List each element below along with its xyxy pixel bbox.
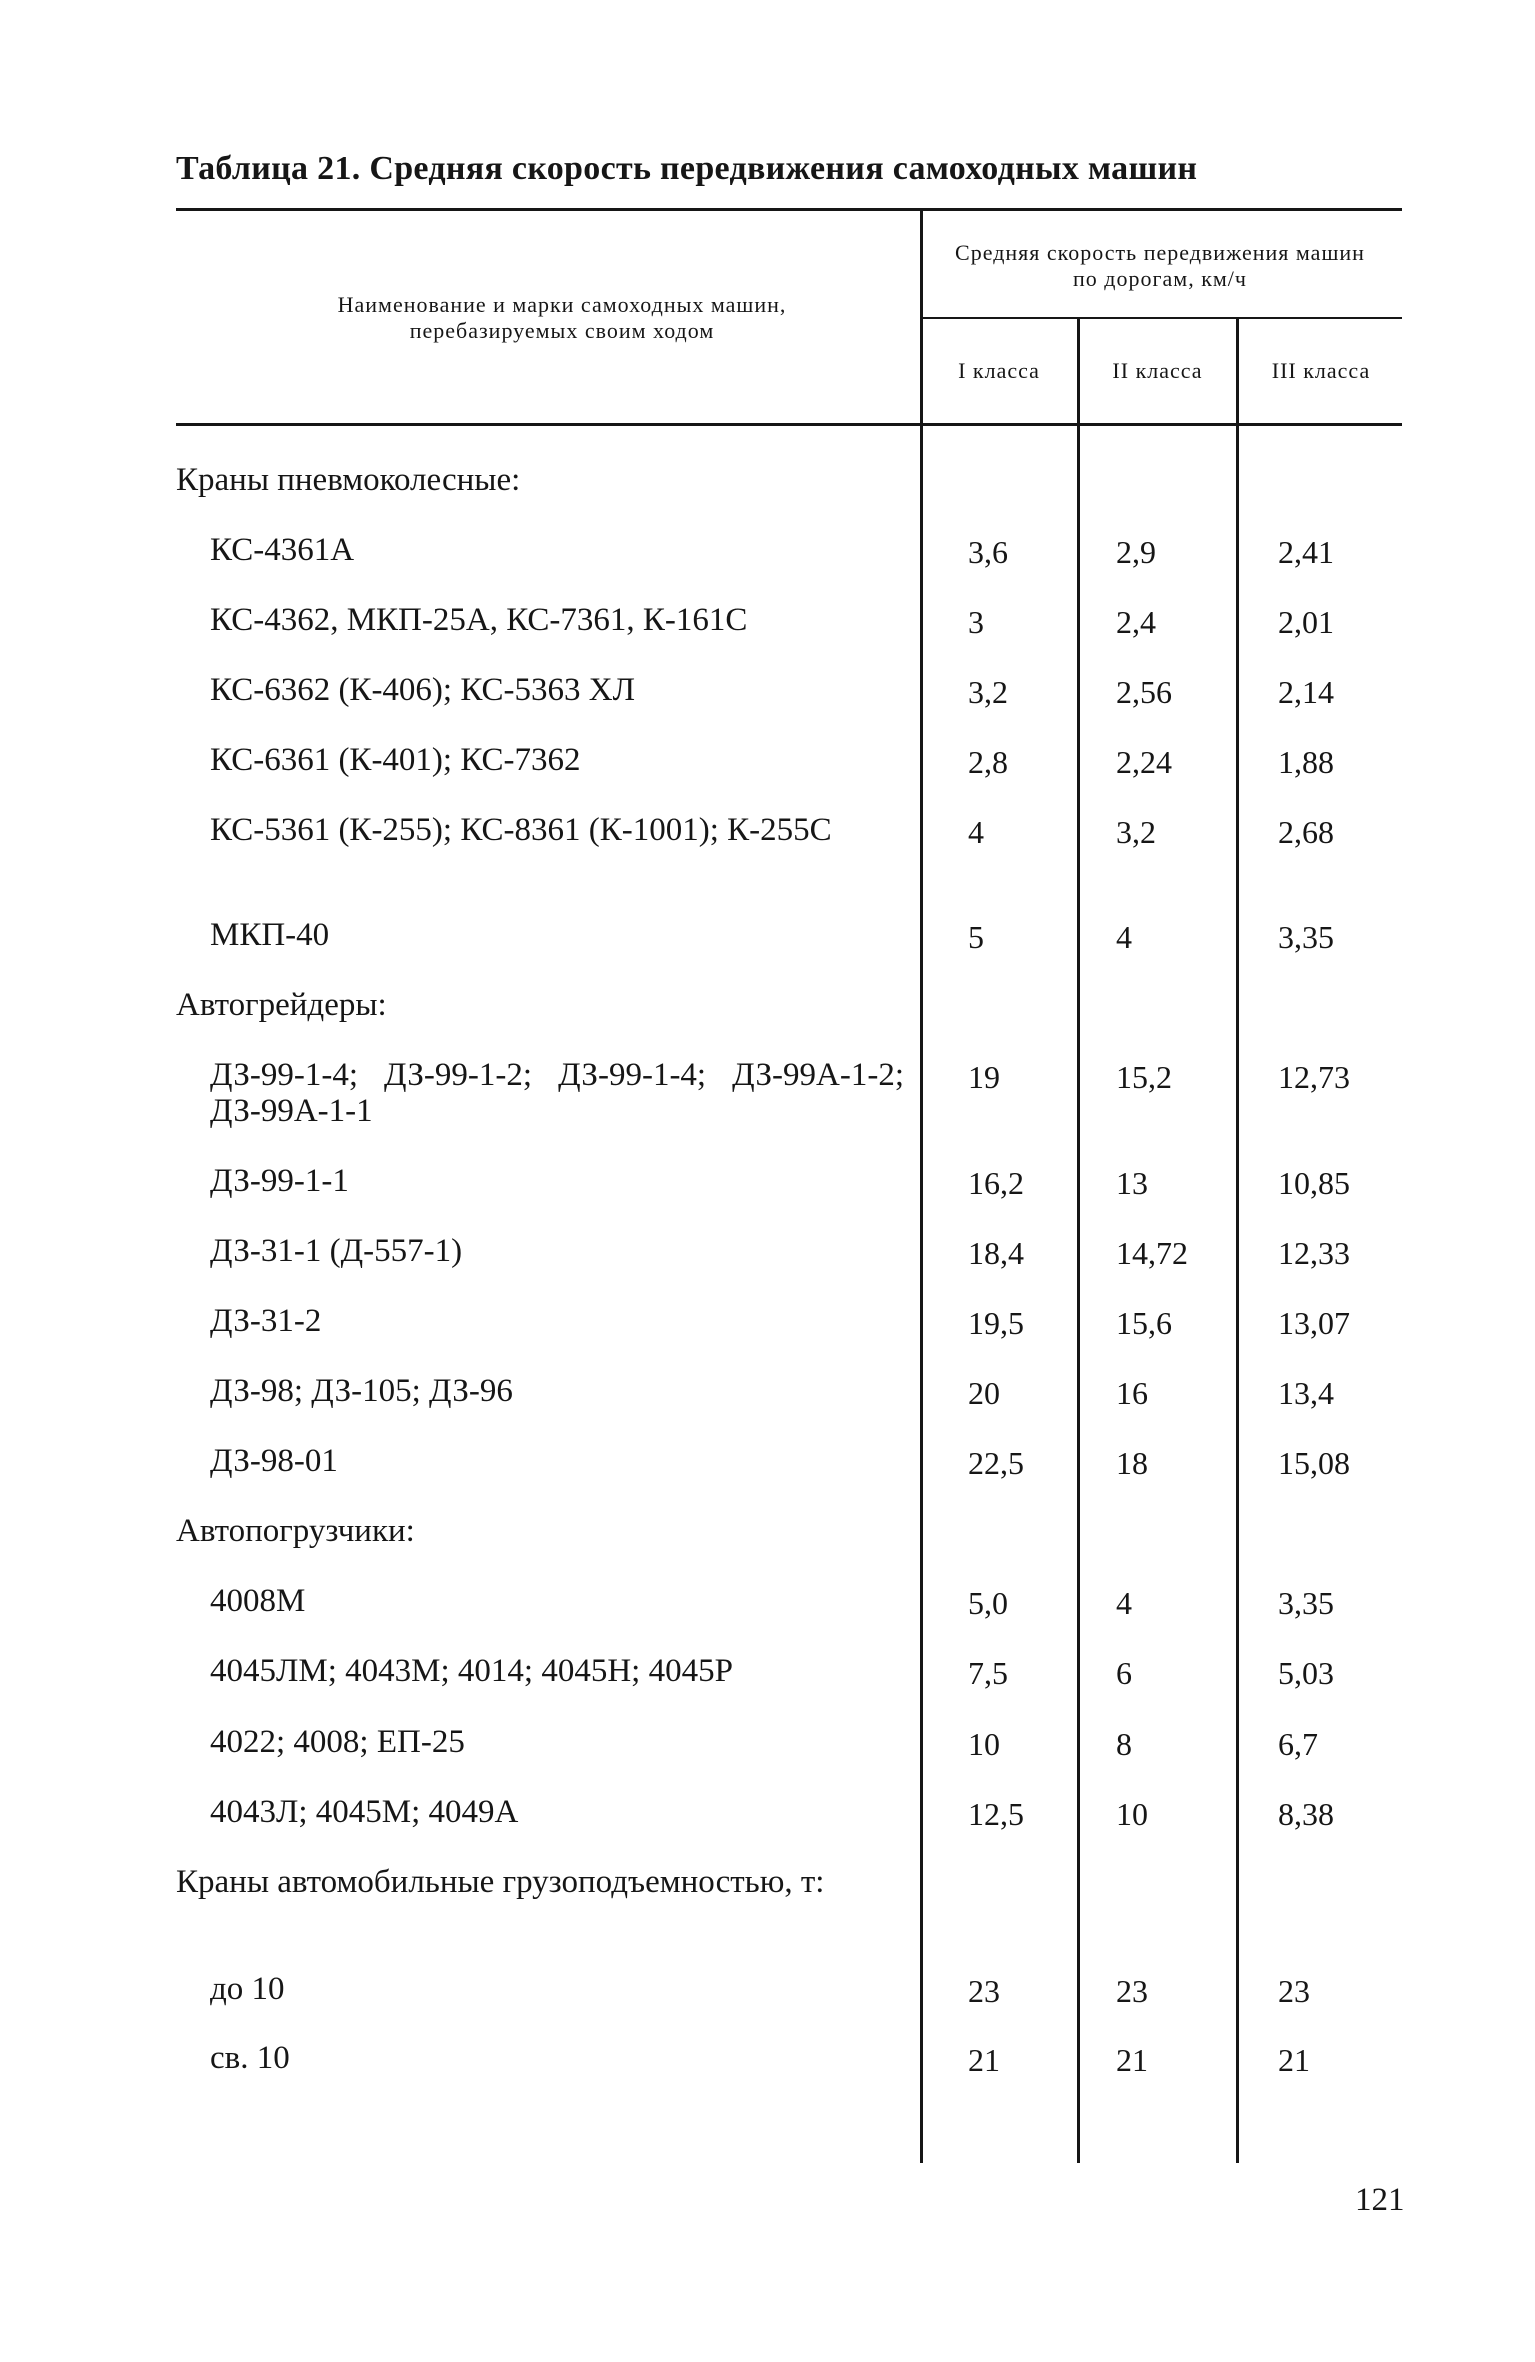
row-name: св. 10	[210, 2040, 290, 2076]
row-name: МКП-40	[210, 917, 330, 953]
row-value-class-2: 2,4	[1116, 604, 1156, 640]
row-name: до 10	[210, 1971, 285, 2007]
row-name: КС-4362, МКП-25А, КС-7361, К-161С	[210, 602, 748, 638]
column-header-class-3: III класса	[1271, 358, 1371, 383]
row-value-class-3: 1,88	[1278, 744, 1334, 780]
row-value-class-3: 13,4	[1278, 1375, 1334, 1411]
row-name: КС-5361 (К-255); КС-8361 (К-1001); К-255С	[210, 812, 832, 848]
row-value-class-1: 4	[968, 814, 984, 850]
row-value-class-2: 10	[1116, 1796, 1148, 1832]
group-heading: Автопогрузчики:	[176, 1513, 415, 1549]
row-value-class-1: 5,0	[968, 1585, 1008, 1621]
name-column-header: Наименование и марки самоходных машин, перебазируемых своим ходом	[337, 292, 787, 343]
row-value-class-1: 3,2	[968, 674, 1008, 710]
row-value-class-2: 4	[1116, 1585, 1132, 1621]
row-name: ДЗ-99-1-1	[210, 1163, 349, 1199]
row-name: 4045ЛМ; 4043М; 4014; 4045Н; 4045Р	[210, 1653, 733, 1689]
row-value-class-1: 19	[968, 1059, 1000, 1095]
row-value-class-1: 3,6	[968, 534, 1008, 570]
column-divider-2	[1077, 317, 1080, 2163]
column-header-class-1: I класса	[958, 358, 1040, 383]
row-value-class-1: 22,5	[968, 1445, 1024, 1481]
row-value-class-1: 18,4	[968, 1235, 1024, 1271]
group-heading: Автогрейдеры:	[176, 987, 387, 1023]
row-value-class-1: 5	[968, 919, 984, 955]
row-value-class-2: 4	[1116, 919, 1132, 955]
header-bottom-rule	[176, 423, 1402, 426]
row-value-class-3: 23	[1278, 1973, 1310, 2009]
row-value-class-3: 21	[1278, 2042, 1310, 2078]
row-value-class-3: 8,38	[1278, 1796, 1334, 1832]
row-value-class-1: 3	[968, 604, 984, 640]
row-value-class-3: 12,33	[1278, 1235, 1350, 1271]
row-value-class-1: 7,5	[968, 1655, 1008, 1691]
row-value-class-3: 12,73	[1278, 1059, 1350, 1095]
row-value-class-2: 15,2	[1116, 1059, 1172, 1095]
row-value-class-3: 10,85	[1278, 1165, 1350, 1201]
row-name: ДЗ-98-01	[210, 1443, 338, 1479]
speed-group-header: Средняя скорость передвижения машин по дорогам, км/ч	[955, 240, 1365, 291]
row-value-class-3: 2,41	[1278, 534, 1334, 570]
row-name: ДЗ-98; ДЗ-105; ДЗ-96	[210, 1373, 513, 1409]
row-value-class-2: 2,24	[1116, 744, 1172, 780]
row-value-class-3: 15,08	[1278, 1445, 1350, 1481]
row-name: КС-6362 (К-406); КС-5363 ХЛ	[210, 672, 635, 708]
row-value-class-2: 6	[1116, 1655, 1132, 1691]
row-value-class-3: 6,7	[1278, 1726, 1318, 1762]
row-value-class-2: 21	[1116, 2042, 1148, 2078]
row-value-class-3: 3,35	[1278, 919, 1334, 955]
row-value-class-2: 3,2	[1116, 814, 1156, 850]
row-name: ДЗ-31-1 (Д-557-1)	[210, 1233, 463, 1269]
row-value-class-2: 2,56	[1116, 674, 1172, 710]
column-divider-1	[920, 208, 923, 2163]
row-value-class-3: 5,03	[1278, 1655, 1334, 1691]
row-name: 4008М	[210, 1583, 306, 1619]
row-value-class-1: 10	[968, 1726, 1000, 1762]
row-name: ДЗ-99-1-4; ДЗ-99-1-2; ДЗ-99-1-4; ДЗ-99А-1-2; ДЗ-99А-1-1	[210, 1057, 904, 1129]
row-value-class-1: 21	[968, 2042, 1000, 2078]
row-value-class-3: 2,68	[1278, 814, 1334, 850]
row-value-class-2: 15,6	[1116, 1305, 1172, 1341]
column-divider-3	[1236, 317, 1239, 2163]
table-title: Таблица 21. Средняя скорость передвижения самоходных машин	[176, 150, 1198, 187]
row-name: 4043Л; 4045М; 4049А	[210, 1794, 519, 1830]
row-value-class-1: 16,2	[968, 1165, 1024, 1201]
row-value-class-2: 2,9	[1116, 534, 1156, 570]
row-value-class-3: 13,07	[1278, 1305, 1350, 1341]
row-value-class-1: 23	[968, 1973, 1000, 2009]
row-value-class-2: 13	[1116, 1165, 1148, 1201]
row-value-class-2: 18	[1116, 1445, 1148, 1481]
page-number: 121	[1355, 2182, 1405, 2218]
group-heading: Краны автомобильные грузоподъемностью, т:	[176, 1864, 825, 1900]
group-heading: Краны пневмоколесные:	[176, 462, 521, 498]
row-value-class-3: 2,01	[1278, 604, 1334, 640]
row-value-class-2: 23	[1116, 1973, 1148, 2009]
column-header-class-2: II класса	[1112, 358, 1203, 383]
row-value-class-2: 14,72	[1116, 1235, 1188, 1271]
table-top-rule	[176, 208, 1402, 211]
row-value-class-2: 8	[1116, 1726, 1132, 1762]
row-value-class-1: 2,8	[968, 744, 1008, 780]
row-value-class-1: 20	[968, 1375, 1000, 1411]
row-name: 4022; 4008; ЕП-25	[210, 1724, 465, 1760]
row-value-class-3: 3,35	[1278, 1585, 1334, 1621]
row-value-class-2: 16	[1116, 1375, 1148, 1411]
row-name: КС-4361А	[210, 532, 355, 568]
row-value-class-3: 2,14	[1278, 674, 1334, 710]
row-value-class-1: 19,5	[968, 1305, 1024, 1341]
row-name: КС-6361 (К-401); КС-7362	[210, 742, 581, 778]
header-group-rule	[921, 317, 1402, 319]
row-value-class-1: 12,5	[968, 1796, 1024, 1832]
row-name: ДЗ-31-2	[210, 1303, 322, 1339]
